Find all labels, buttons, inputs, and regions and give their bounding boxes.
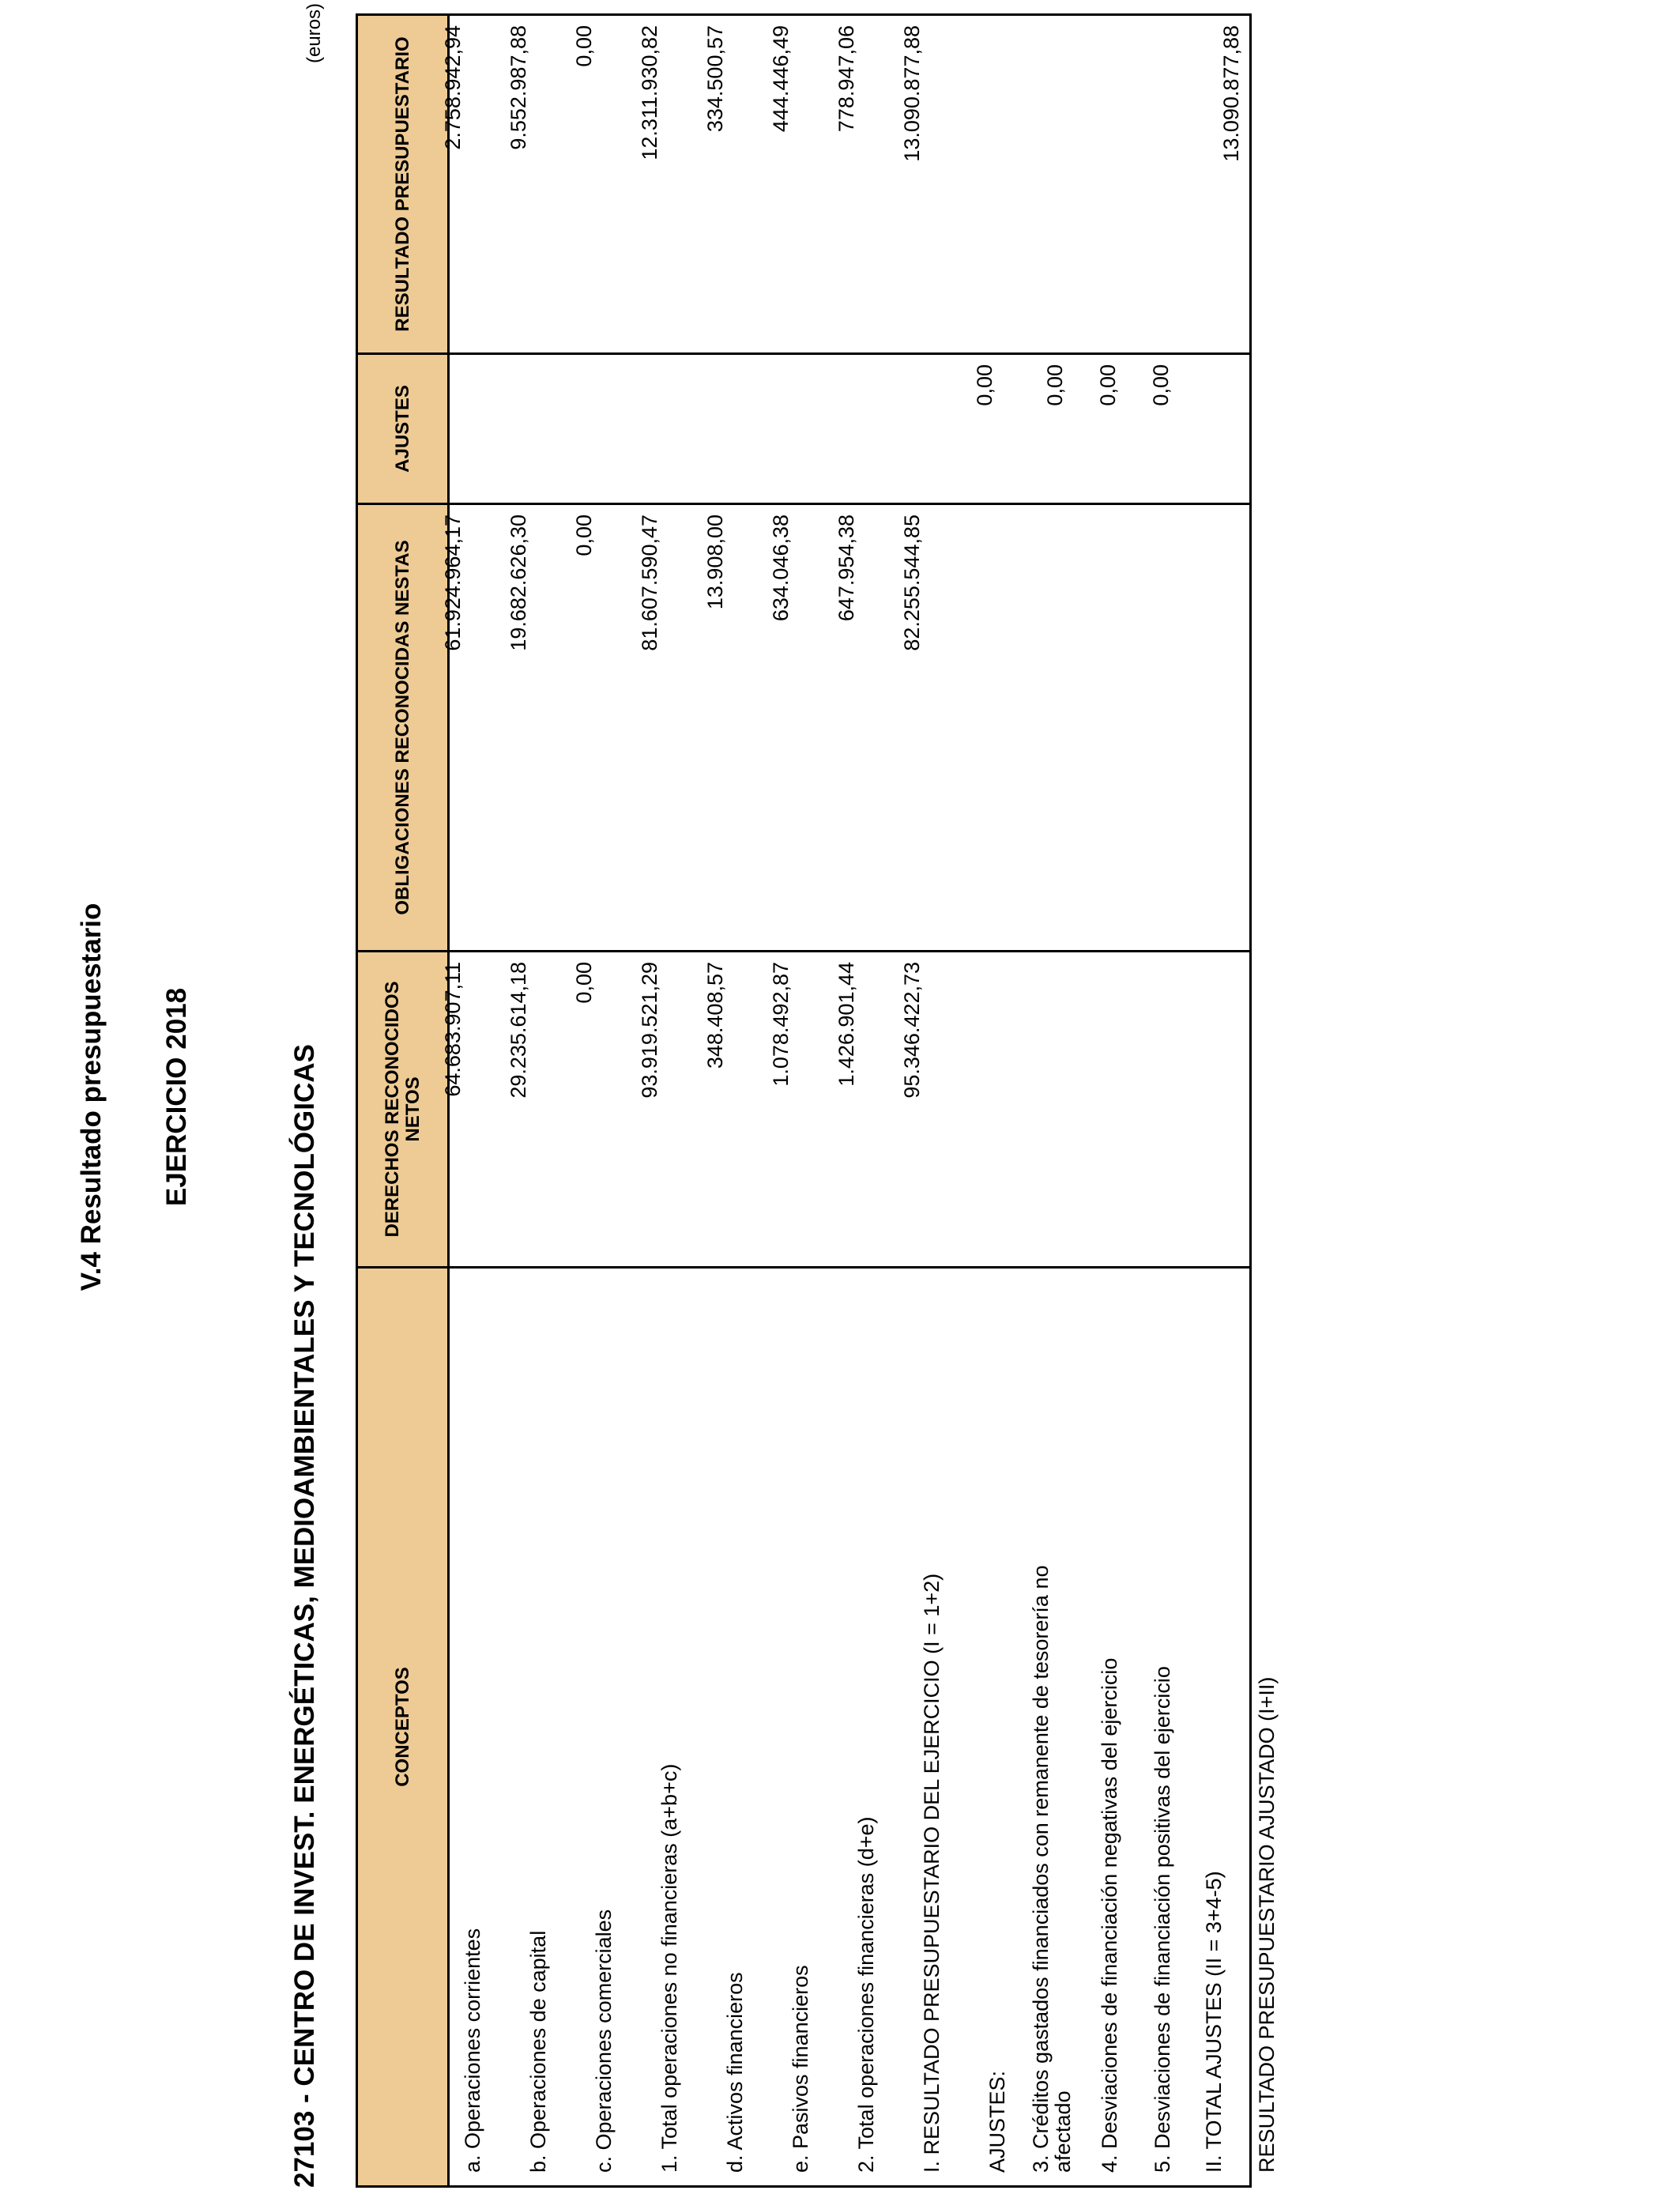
concept-cell: 5. Desviaciones de financiación positivas del ejercicio [1151,1666,1174,2173]
derechos-cell: 95.346.422,73 [900,962,924,1099]
derechos-cell: 29.235.614,18 [507,962,530,1099]
section-title: V.4 Resultado presupuestario [76,903,107,1291]
derechos-cell: 348.408,57 [703,962,727,1069]
obligaciones-cell: 634.046,38 [769,515,793,622]
concept-cell: RESULTADO PRESUPUESTARIO AJUSTADO (I+II) [1255,1676,1279,2173]
column-header-obligaciones: OBLIGACIONES RECONOCIDAS NESTAS [358,505,450,950]
obligaciones-cell: 82.255.544,85 [900,515,924,651]
derechos-cell: 1.426.901,44 [834,962,858,1087]
resultado-cell: 334.500,57 [703,25,727,133]
ajustes-cell: 0,00 [1043,364,1067,406]
column-header-resultado: RESULTADO PRESUPUESTARIO [358,16,450,352]
concept-cell: 2. Total operaciones financieras (d+e) [854,1816,878,2173]
obligaciones-cell: 647.954,38 [834,515,858,622]
concept-cell: II. TOTAL AJUSTES (II = 3+4-5) [1202,1871,1226,2173]
concept-cell: I. RESULTADO PRESUPUESTARIO DEL EJERCICIO (I = 1+2) [920,1573,944,2173]
column-resultado [358,16,1249,355]
ajustes-cell: 0,00 [973,364,996,406]
column-header-derechos: DERECHOS RECONOCIDOS NETOS [358,952,450,1266]
ajustes-cell: 0,00 [1096,364,1120,406]
resultado-cell: 13.090.877,88 [900,25,924,162]
year-title: EJERCICIO 2018 [161,987,192,1207]
budget-result-table [356,13,1279,2188]
obligaciones-cell: 61.924.964,17 [441,515,465,651]
column-ajustes [358,355,1249,505]
derechos-cell: 1.078.492,87 [769,962,793,1087]
column-obligaciones [358,505,1249,952]
concept-cell: 1. Total operaciones no financieras (a+b+c) [657,1763,681,2173]
column-header-ajustes: AJUSTES [358,355,450,503]
obligaciones-cell: 13.908,00 [703,515,727,610]
resultado-cell: 9.552.987,88 [507,25,530,150]
concept-cell: b. Operaciones de capital [526,1930,550,2173]
derechos-cell: 64.683.907,11 [441,962,465,1097]
resultado-cell: 13.090.877,88 [1219,25,1243,162]
concept-cell: 4. Desviaciones de financiación negativas del ejercicio [1098,1657,1121,2173]
resultado-cell: 0,00 [572,25,596,67]
concept-cell: c. Operaciones comerciales [592,1909,616,2173]
concept-cell: e. Pasivos financieros [789,1965,812,2173]
resultado-cell: 778.947,06 [834,25,858,133]
concept-cell: a. Operaciones corrientes [461,1928,484,2173]
obligaciones-cell: 19.682.626,30 [507,515,530,651]
column-derechos [358,952,1249,1269]
resultado-cell: 444.446,49 [769,25,793,133]
derechos-cell: 93.919.521,29 [638,962,661,1099]
entity-title: 27103 - CENTRO DE INVEST. ENERGÉTICAS, MEDIOAMBIENTALES Y TECNOLÓGICAS [289,1044,320,2188]
concept-cell: AJUSTES: [985,2070,1009,2173]
column-conceptos [358,1269,1279,2185]
obligaciones-cell: 81.607.590,47 [638,515,661,651]
ajustes-cell: 0,00 [1149,364,1173,406]
resultado-cell: 2.758.942,94 [441,25,465,150]
derechos-cell: 0,00 [572,962,596,1004]
currency-note: (euros) [303,2,325,63]
resultado-cell: 12.311.930,82 [638,25,661,160]
concept-cell: 3. Créditos gastados financiados con remanente de tesorería no afectado [1029,1565,1075,2173]
concept-cell: d. Activos financieros [723,1972,747,2173]
obligaciones-cell: 0,00 [572,515,596,556]
column-header-conceptos: CONCEPTOS [358,1269,450,2185]
